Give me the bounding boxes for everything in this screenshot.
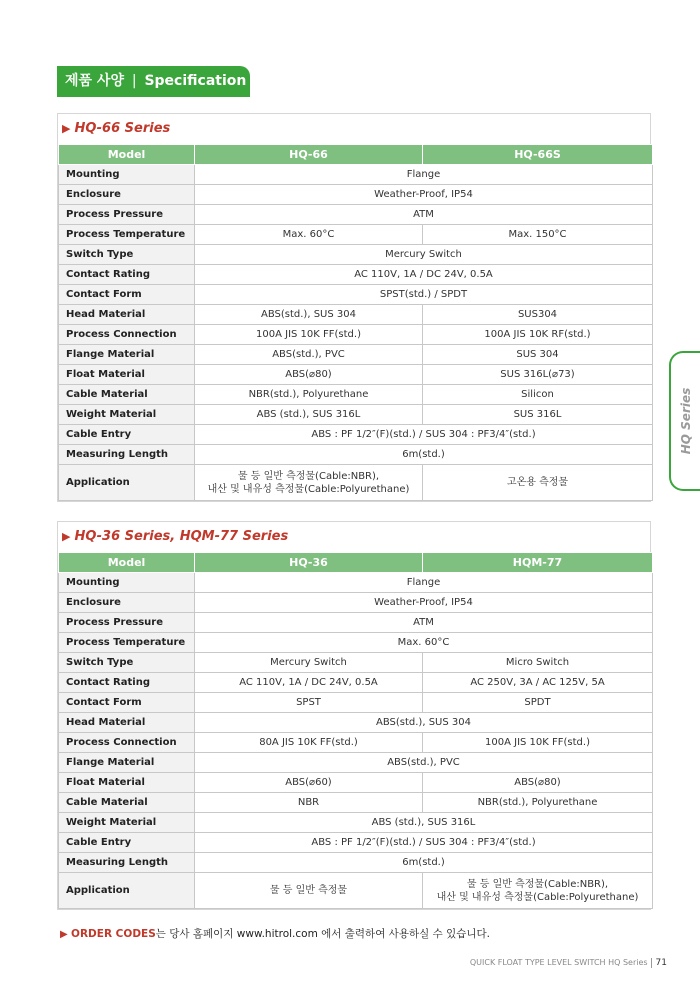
row-label: Flange Material [59, 345, 195, 365]
row-label: Head Material [59, 713, 195, 733]
table-row [59, 793, 653, 813]
cell-value: ABS (std.), SUS 316L [195, 813, 653, 833]
section-title-separator: | [131, 73, 137, 89]
table-row [59, 205, 653, 225]
cell-value [423, 873, 653, 909]
cell-value: SPST(std.) / SPDT [195, 285, 653, 305]
row-label: Measuring Length [59, 853, 195, 873]
cell-value: SUS 304 [423, 345, 653, 365]
table-header-row [59, 553, 653, 573]
table-row [59, 633, 653, 653]
spec-table-hq36 [58, 552, 653, 909]
cell-value: Max. 60°C [195, 225, 423, 245]
cell-value: Weather-Proof, IP54 [195, 185, 653, 205]
table-row [59, 445, 653, 465]
row-label: Contact Form [59, 693, 195, 713]
row-label: Cable Material [59, 385, 195, 405]
table-row [59, 873, 653, 909]
cell-value: SPDT [423, 693, 653, 713]
table-row [59, 693, 653, 713]
table-row [59, 325, 653, 345]
spec-table-hq66 [58, 144, 653, 501]
order-codes-note [60, 926, 490, 941]
section-title-ko: 제품 사양 [65, 73, 124, 89]
cell-value: ABS : PF 1/2″(F)(std.) / SUS 304 : PF3/4″(std.) [195, 833, 653, 853]
panel-title-hq66 [58, 114, 650, 144]
header-model: Model [59, 145, 195, 165]
row-label: Application [59, 465, 195, 501]
row-label: Cable Entry [59, 425, 195, 445]
table-row [59, 673, 653, 693]
cell-value: 100A JIS 10K FF(std.) [423, 733, 653, 753]
cell-value: SPST [195, 693, 423, 713]
row-label: Weight Material [59, 405, 195, 425]
cell-value: ABS(std.), PVC [195, 753, 653, 773]
footer-text: QUICK FLOAT TYPE LEVEL SWITCH HQ Series [469, 958, 648, 967]
table-row [59, 813, 653, 833]
order-codes-text: 는 당사 홈페이지 www.hitrol.com 에서 출력하여 사용하실 수 있습니다. [155, 928, 490, 940]
cell-value: Max. 150°C [423, 225, 653, 245]
row-label: Cable Entry [59, 833, 195, 853]
order-codes-label: ORDER CODES [71, 928, 156, 940]
table-row [59, 773, 653, 793]
table-row [59, 425, 653, 445]
row-label: Switch Type [59, 653, 195, 673]
table-row [59, 305, 653, 325]
row-label: Weight Material [59, 813, 195, 833]
cell-value: Mercury Switch [195, 653, 423, 673]
table-row [59, 733, 653, 753]
row-label: Contact Rating [59, 673, 195, 693]
spec-panel-hq36 [57, 521, 651, 910]
side-tab-label: HQ Series [678, 387, 693, 455]
row-label: Contact Form [59, 285, 195, 305]
header-model-b: HQM-77 [423, 553, 653, 573]
page-footer [470, 958, 667, 968]
cell-line: 물 등 일반 측정물(Cable:NBR), [237, 470, 380, 482]
cell-value: 6m(std.) [195, 853, 653, 873]
cell-value: Flange [195, 573, 653, 593]
row-label: Enclosure [59, 185, 195, 205]
cell-line: 내산 및 내유성 측정물(Cable:Polyurethane) [436, 891, 639, 903]
triangle-bullet-icon: ▶ [62, 122, 71, 135]
row-label: Head Material [59, 305, 195, 325]
header-model-b: HQ-66S [423, 145, 653, 165]
cell-value: SUS 316L(⌀73) [423, 365, 653, 385]
side-tab [669, 351, 700, 491]
row-label: Measuring Length [59, 445, 195, 465]
table-row [59, 713, 653, 733]
cell-value: AC 110V, 1A / DC 24V, 0.5A [195, 673, 423, 693]
table-row [59, 245, 653, 265]
section-header [57, 66, 250, 97]
cell-value: SUS304 [423, 305, 653, 325]
table-row [59, 165, 653, 185]
table-row [59, 613, 653, 633]
header-model-a: HQ-36 [195, 553, 423, 573]
table-row [59, 465, 653, 501]
cell-value: AC 250V, 3A / AC 125V, 5A [423, 673, 653, 693]
row-label: Cable Material [59, 793, 195, 813]
row-label: Process Temperature [59, 633, 195, 653]
panel-title-text: HQ-36 Series, HQM-77 Series [74, 529, 289, 544]
cell-value: AC 110V, 1A / DC 24V, 0.5A [195, 265, 653, 285]
cell-value: Micro Switch [423, 653, 653, 673]
table-row [59, 285, 653, 305]
cell-value: 물 등 일반 측정물 [195, 873, 423, 909]
row-label: Mounting [59, 573, 195, 593]
row-label: Mounting [59, 165, 195, 185]
table-row [59, 573, 653, 593]
row-label: Float Material [59, 773, 195, 793]
cell-value: Max. 60°C [195, 633, 653, 653]
cell-value: ABS(std.), SUS 304 [195, 305, 423, 325]
cell-value: NBR(std.), Polyurethane [423, 793, 653, 813]
table-header-row [59, 145, 653, 165]
row-label: Flange Material [59, 753, 195, 773]
panel-title-text: HQ-66 Series [74, 121, 171, 136]
row-label: Switch Type [59, 245, 195, 265]
cell-value: ABS(std.), SUS 304 [195, 713, 653, 733]
table-row [59, 753, 653, 773]
row-label: Process Connection [59, 325, 195, 345]
cell-value: 80A JIS 10K FF(std.) [195, 733, 423, 753]
table-row [59, 405, 653, 425]
cell-value: ABS(std.), PVC [195, 345, 423, 365]
cell-value: ABS : PF 1/2″(F)(std.) / SUS 304 : PF3/4″(std.) [195, 425, 653, 445]
header-model-a: HQ-66 [195, 145, 423, 165]
cell-value: 100A JIS 10K RF(std.) [423, 325, 653, 345]
cell-value: ABS(⌀80) [195, 365, 423, 385]
section-title-en: Specification [144, 73, 247, 89]
cell-value: 6m(std.) [195, 445, 653, 465]
header-model: Model [59, 553, 195, 573]
row-label: Enclosure [59, 593, 195, 613]
cell-value: 고온용 측정물 [423, 465, 653, 501]
spec-panel-hq66 [57, 113, 651, 502]
row-label: Application [59, 873, 195, 909]
table-row [59, 853, 653, 873]
cell-value: ABS(⌀80) [423, 773, 653, 793]
page-number: 71 [651, 958, 667, 968]
cell-value: NBR [195, 793, 423, 813]
cell-line: 물 등 일반 측정물(Cable:NBR), [466, 878, 609, 890]
table-row [59, 653, 653, 673]
cell-value: Weather-Proof, IP54 [195, 593, 653, 613]
row-label: Process Connection [59, 733, 195, 753]
cell-value: Flange [195, 165, 653, 185]
cell-value [195, 465, 423, 501]
row-label: Process Temperature [59, 225, 195, 245]
triangle-bullet-icon: ▶ [60, 929, 68, 940]
table-row [59, 593, 653, 613]
table-row [59, 185, 653, 205]
cell-line: 내산 및 내유성 측정물(Cable:Polyurethane) [207, 483, 410, 495]
cell-value: ABS (std.), SUS 316L [195, 405, 423, 425]
cell-value: ATM [195, 613, 653, 633]
table-row [59, 345, 653, 365]
cell-value: Silicon [423, 385, 653, 405]
row-label: Contact Rating [59, 265, 195, 285]
panel-title-hq36 [58, 522, 650, 552]
table-row [59, 365, 653, 385]
row-label: Process Pressure [59, 205, 195, 225]
cell-value: NBR(std.), Polyurethane [195, 385, 423, 405]
table-row [59, 385, 653, 405]
cell-value: ABS(⌀60) [195, 773, 423, 793]
cell-value: SUS 316L [423, 405, 653, 425]
triangle-bullet-icon: ▶ [62, 530, 71, 543]
cell-value: 100A JIS 10K FF(std.) [195, 325, 423, 345]
table-row [59, 225, 653, 245]
table-row [59, 265, 653, 285]
row-label: Float Material [59, 365, 195, 385]
cell-value: Mercury Switch [195, 245, 653, 265]
cell-value: ATM [195, 205, 653, 225]
table-row [59, 833, 653, 853]
row-label: Process Pressure [59, 613, 195, 633]
